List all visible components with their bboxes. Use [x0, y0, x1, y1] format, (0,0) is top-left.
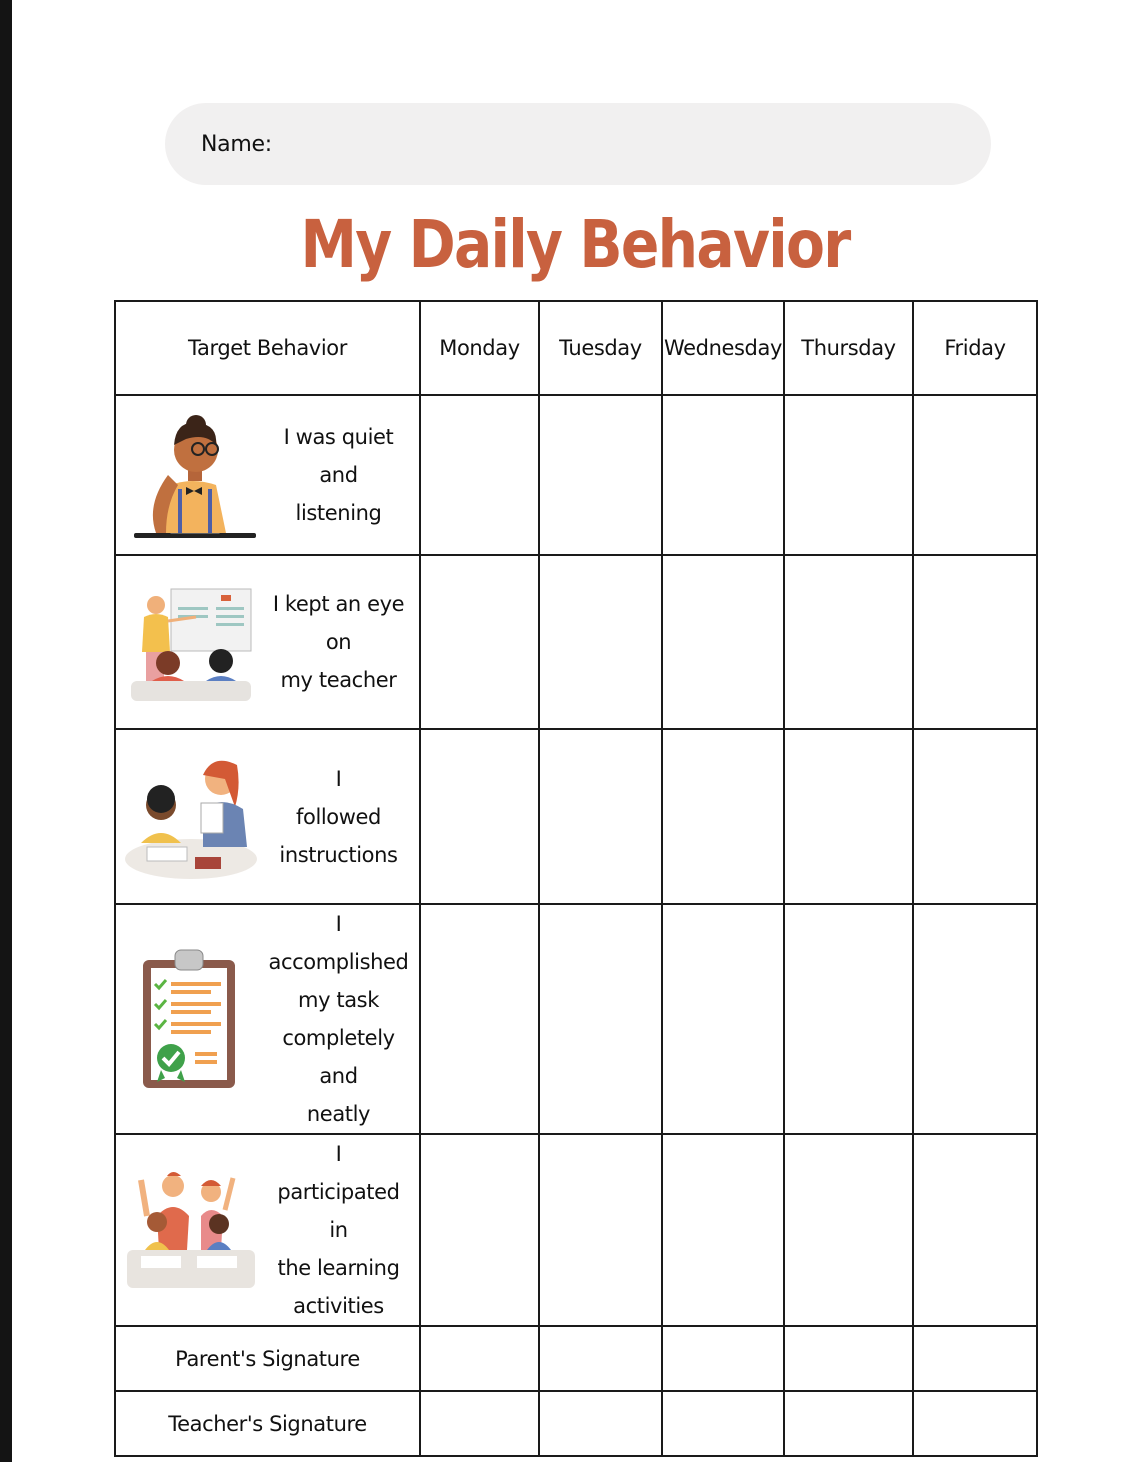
day-check-cell[interactable]: [420, 395, 539, 555]
day-check-cell[interactable]: [784, 1134, 913, 1326]
behavior-cell: [115, 1134, 420, 1326]
teacher-signature-label: Teacher's Signature: [115, 1391, 420, 1456]
day-check-cell[interactable]: [662, 729, 784, 904]
day-check-cell[interactable]: [662, 904, 784, 1134]
left-edge-strip: [0, 0, 12, 1462]
day-check-cell[interactable]: [784, 555, 913, 729]
behavior-row: [115, 555, 1037, 729]
parent-signature-label: Parent's Signature: [115, 1326, 420, 1391]
signature-cell[interactable]: [662, 1391, 784, 1456]
day-check-cell[interactable]: [539, 395, 662, 555]
signature-cell[interactable]: [539, 1391, 662, 1456]
students-raising-hands-icon: [116, 1160, 266, 1300]
behavior-row: [115, 904, 1037, 1134]
day-check-cell[interactable]: [420, 1134, 539, 1326]
day-check-cell[interactable]: [913, 904, 1037, 1134]
header-day: Tuesday: [539, 301, 662, 395]
behavior-cell: [115, 555, 420, 729]
behavior-cell: [115, 395, 420, 555]
day-check-cell[interactable]: [784, 904, 913, 1134]
signature-row: [115, 1326, 1037, 1391]
header-day: Monday: [420, 301, 539, 395]
day-check-cell[interactable]: [539, 729, 662, 904]
day-check-cell[interactable]: [420, 904, 539, 1134]
signature-cell[interactable]: [913, 1391, 1037, 1456]
header-day: Thursday: [784, 301, 913, 395]
header-day: Friday: [913, 301, 1037, 395]
day-check-cell[interactable]: [913, 1134, 1037, 1326]
signature-cell[interactable]: [784, 1326, 913, 1391]
signature-cell[interactable]: [420, 1326, 539, 1391]
day-check-cell[interactable]: [913, 555, 1037, 729]
day-check-cell[interactable]: [913, 729, 1037, 904]
behavior-label: I followed instructions: [279, 766, 398, 867]
signature-cell[interactable]: [913, 1326, 1037, 1391]
behavior-chart: [114, 300, 1038, 1457]
signature-cell[interactable]: [662, 1326, 784, 1391]
page-title: My Daily Behavior: [300, 206, 850, 283]
day-check-cell[interactable]: [420, 555, 539, 729]
signature-cell[interactable]: [539, 1326, 662, 1391]
name-label: Name:: [201, 131, 272, 157]
behavior-row: [115, 729, 1037, 904]
day-check-cell[interactable]: [539, 1134, 662, 1326]
behavior-row: [115, 1134, 1037, 1326]
signature-cell[interactable]: [420, 1391, 539, 1456]
behavior-label: I kept an eye on my teacher: [272, 592, 405, 692]
day-check-cell[interactable]: [539, 555, 662, 729]
behavior-label: I accomplished my task completely and neatly: [268, 912, 409, 1126]
signature-cell[interactable]: [784, 1391, 913, 1456]
checklist-clipboard-icon: [116, 944, 266, 1094]
behavior-row: [115, 395, 1037, 555]
header-target-behavior: Target Behavior: [115, 301, 420, 395]
day-check-cell[interactable]: [420, 729, 539, 904]
behavior-cell: [115, 729, 420, 904]
behavior-label: I participated in the learning activities: [277, 1142, 400, 1318]
header-day: Wednesday: [662, 301, 784, 395]
header-row: [115, 301, 1037, 395]
name-field[interactable]: [165, 103, 991, 185]
day-check-cell[interactable]: [662, 1134, 784, 1326]
day-check-cell[interactable]: [784, 729, 913, 904]
day-check-cell[interactable]: [913, 395, 1037, 555]
behavior-cell: [115, 904, 420, 1134]
behavior-label: I was quiet and listening: [283, 425, 394, 525]
day-check-cell[interactable]: [662, 395, 784, 555]
day-check-cell[interactable]: [539, 904, 662, 1134]
signature-row: [115, 1391, 1037, 1456]
day-check-cell[interactable]: [662, 555, 784, 729]
teacher-helping-student-icon: [116, 747, 266, 887]
day-check-cell[interactable]: [784, 395, 913, 555]
quiet-listening-student-icon: [116, 405, 266, 545]
classroom-teacher-icon: [116, 577, 266, 707]
